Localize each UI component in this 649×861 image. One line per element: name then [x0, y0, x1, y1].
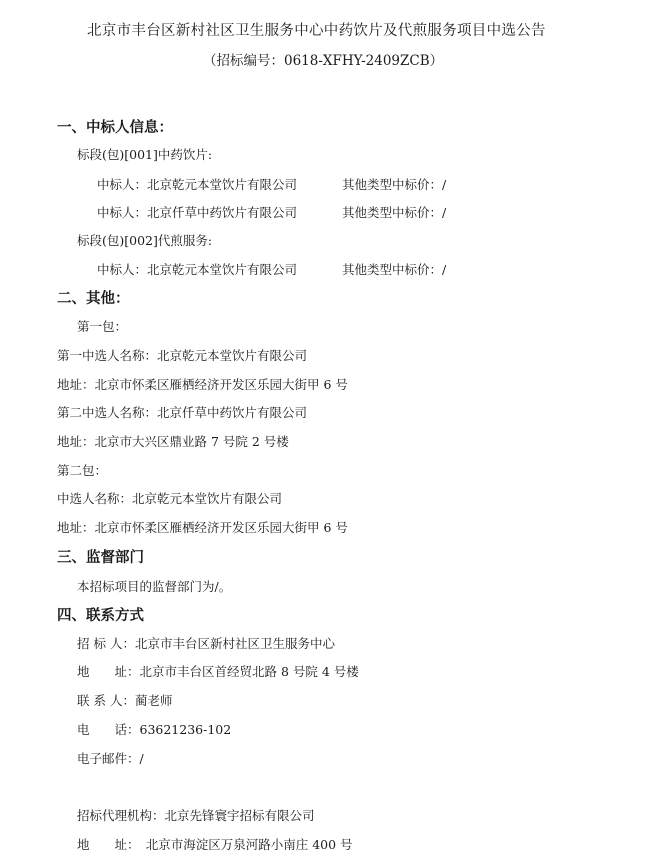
lot1-price-1: 其他类型中标价：/: [342, 177, 447, 192]
section-heading-supervision: 三、监督部门: [57, 550, 144, 566]
second-candidate-address: 地址：北京市大兴区鼎业路 7 号院 2 号楼: [57, 434, 289, 449]
first-candidate: 第一中选人名称：北京乾元本堂饮片有限公司: [57, 348, 308, 363]
lot1-label: 标段(包)[001]中药饮片:: [77, 147, 213, 162]
section-heading-contact: 四、联系方式: [57, 608, 144, 624]
agency-name: 招标代理机构：北京先锋寰宇招标有限公司: [77, 808, 315, 823]
lot2-winner-1: 中标人：北京乾元本堂饮片有限公司: [97, 262, 298, 277]
pack2-candidate-address: 地址：北京市怀柔区雁栖经济开发区乐园大街甲 6 号: [57, 520, 348, 535]
bid-number: （招标编号：0618-XFHY-2409ZCB）: [203, 53, 444, 69]
pack1-label: 第一包：: [77, 319, 128, 334]
section-heading-winners: 一、中标人信息：: [57, 120, 173, 136]
lot2-label: 标段(包)[002]代煎服务:: [77, 233, 213, 248]
first-candidate-address: 地址：北京市怀柔区雁栖经济开发区乐园大街甲 6 号: [57, 377, 348, 392]
contact-tenderer: 招 标 人：北京市丰台区新村社区卫生服务中心: [77, 636, 335, 651]
contact-address: 地 址：北京市丰台区首经贸北路 8 号院 4 号楼: [77, 664, 359, 679]
lot1-winner-2: 中标人：北京仟草中药饮片有限公司: [97, 205, 298, 220]
pack2-candidate: 中选人名称：北京乾元本堂饮片有限公司: [57, 491, 283, 506]
lot2-price-1: 其他类型中标价：/: [342, 262, 447, 277]
contact-phone: 电 话：63621236-102: [77, 722, 232, 737]
contact-person: 联 系 人：蔺老师: [77, 693, 173, 708]
document-title: 北京市丰台区新村社区卫生服务中心中药饮片及代煎服务项目中选公告: [87, 23, 546, 39]
section-heading-other: 二、其他：: [57, 291, 130, 307]
lot1-winner-1: 中标人：北京乾元本堂饮片有限公司: [97, 177, 298, 192]
supervision-text: 本招标项目的监督部门为/。: [77, 579, 232, 594]
lot1-price-2: 其他类型中标价：/: [342, 205, 447, 220]
second-candidate: 第二中选人名称：北京仟草中药饮片有限公司: [57, 405, 308, 420]
pack2-label: 第二包：: [57, 463, 108, 478]
agency-address: 地 址： 北京市海淀区万泉河路小南庄 400 号: [77, 837, 353, 852]
contact-email: 电子邮件：/: [77, 751, 144, 766]
